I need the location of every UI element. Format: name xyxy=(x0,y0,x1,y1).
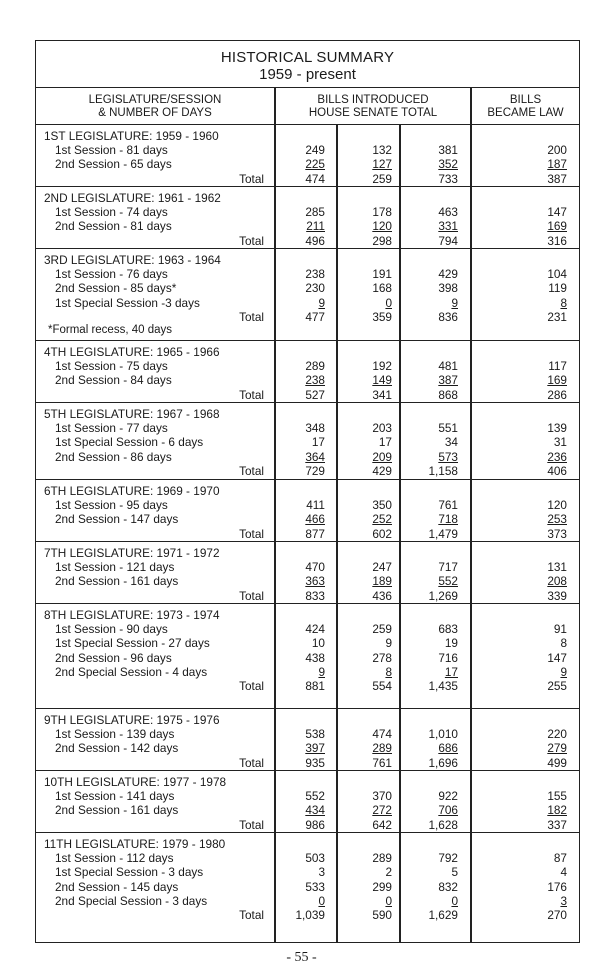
senate-value: 203 xyxy=(372,421,392,435)
session-row xyxy=(36,373,579,387)
total-value: 1,158 xyxy=(428,463,458,478)
legislature-title: 5TH LEGISLATURE: 1967 - 1968 xyxy=(44,407,220,421)
session-label: 2nd Special Session - 4 days xyxy=(55,664,208,679)
session-row xyxy=(36,267,579,281)
total-value: 381 xyxy=(438,143,458,157)
header-law-line1: BILLS xyxy=(509,94,542,106)
session-label: 2nd Session - 85 days* xyxy=(55,281,177,296)
total-label: Total xyxy=(239,171,264,186)
summary-table xyxy=(35,40,580,943)
legislature-title: 6TH LEGISLATURE: 1969 - 1970 xyxy=(44,484,220,498)
session-label: 2nd Session - 161 days xyxy=(55,574,179,589)
senate-value: 436 xyxy=(372,588,392,603)
total-label: Total xyxy=(239,679,264,694)
house-value: 474 xyxy=(305,171,325,186)
session-label: 1st Session - 141 days xyxy=(55,789,175,803)
house-value: 238 xyxy=(305,373,325,388)
law-value: 4 xyxy=(560,865,567,880)
total-row xyxy=(36,679,579,693)
law-value: 236 xyxy=(547,449,567,464)
total-value: 1,269 xyxy=(428,588,458,603)
house-value: 533 xyxy=(305,879,325,894)
law-value: 3 xyxy=(560,893,567,908)
law-value: 176 xyxy=(547,879,567,894)
senate-value: 132 xyxy=(372,143,392,157)
legislature-title: 10TH LEGISLATURE: 1977 - 1978 xyxy=(44,775,227,789)
house-value: 935 xyxy=(305,755,325,770)
senate-value: 259 xyxy=(372,622,392,636)
house-value: 249 xyxy=(305,143,325,157)
total-value: 1,696 xyxy=(428,755,458,770)
session-row xyxy=(36,803,579,817)
house-value: 729 xyxy=(305,463,325,478)
senate-value: 590 xyxy=(372,908,392,923)
house-value: 9 xyxy=(318,295,325,310)
senate-value: 252 xyxy=(372,512,392,527)
header-house: HOUSE xyxy=(308,107,350,119)
total-label: Total xyxy=(239,817,264,832)
law-value: 182 xyxy=(547,803,567,818)
house-value: 833 xyxy=(305,588,325,603)
total-value: 794 xyxy=(438,233,458,248)
total-value: 331 xyxy=(438,219,458,234)
session-row xyxy=(36,359,579,373)
session-label: 2nd Session - 96 days xyxy=(55,650,172,665)
legislature-group xyxy=(36,604,579,709)
session-label: 1st Session - 139 days xyxy=(55,727,175,741)
senate-value: 761 xyxy=(372,755,392,770)
law-value: 339 xyxy=(547,588,567,603)
legislature-title: 11TH LEGISLATURE: 1979 - 1980 xyxy=(44,837,226,851)
house-value: 211 xyxy=(306,219,325,234)
total-row xyxy=(36,310,579,324)
house-value: 503 xyxy=(305,851,325,865)
house-value: 17 xyxy=(311,435,325,450)
header-senate: SENATE xyxy=(352,107,399,119)
law-value: 187 xyxy=(547,157,567,172)
senate-value: 272 xyxy=(372,803,392,818)
session-label: 2nd Session - 145 days xyxy=(55,879,179,894)
total-value: 17 xyxy=(444,664,458,679)
house-value: 10 xyxy=(311,636,325,651)
legislature-title: 8TH LEGISLATURE: 1973 - 1974 xyxy=(44,608,220,622)
house-value: 363 xyxy=(305,574,325,589)
total-value: 551 xyxy=(438,421,458,435)
senate-value: 191 xyxy=(372,267,392,281)
total-value: 5 xyxy=(451,865,458,880)
legislature-group xyxy=(36,771,579,833)
total-label: Total xyxy=(239,908,264,923)
senate-value: 120 xyxy=(372,219,392,234)
house-value: 3 xyxy=(318,865,325,880)
house-value: 230 xyxy=(305,281,325,296)
session-row xyxy=(36,574,579,588)
law-value: 208 xyxy=(547,574,567,589)
law-value: 169 xyxy=(547,373,567,388)
law-value: 231 xyxy=(547,309,567,324)
session-label: 1st Session - 121 days xyxy=(55,560,175,574)
legislature-group xyxy=(36,249,579,341)
session-label: 1st Session - 90 days xyxy=(55,622,168,636)
total-value: 352 xyxy=(438,157,458,172)
total-row xyxy=(36,464,579,478)
session-row xyxy=(36,665,579,679)
legislature-group xyxy=(36,709,579,771)
senate-value: 602 xyxy=(372,526,392,541)
law-value: 8 xyxy=(560,636,567,651)
house-value: 477 xyxy=(305,309,325,324)
session-label: 2nd Session - 161 days xyxy=(55,803,179,818)
total-label: Total xyxy=(239,233,264,248)
law-value: 155 xyxy=(547,789,567,803)
senate-value: 642 xyxy=(372,817,392,832)
house-value: 552 xyxy=(305,789,325,803)
legislature-group xyxy=(36,403,579,480)
session-row xyxy=(36,741,579,755)
header-legislature-line2: & NUMBER OF DAYS xyxy=(98,107,212,119)
session-row xyxy=(36,205,579,219)
senate-value: 259 xyxy=(372,171,392,186)
law-value: 169 xyxy=(547,219,567,234)
senate-value: 289 xyxy=(372,851,392,865)
law-value: 255 xyxy=(547,679,567,694)
session-label: 2nd Session - 142 days xyxy=(55,741,179,756)
session-row xyxy=(36,498,579,512)
law-value: 253 xyxy=(547,512,567,527)
session-row xyxy=(36,281,579,295)
senate-value: 554 xyxy=(372,679,392,694)
column-header-row xyxy=(36,88,579,125)
session-label: 1st Special Session - 6 days xyxy=(55,435,204,450)
house-value: 986 xyxy=(305,817,325,832)
session-label: 2nd Session - 84 days xyxy=(55,373,172,388)
senate-value: 192 xyxy=(372,359,392,373)
total-value: 733 xyxy=(438,171,458,186)
total-label: Total xyxy=(239,387,264,402)
senate-value: 209 xyxy=(372,449,392,464)
header-bills-introduced-label: BILLS INTRODUCED xyxy=(317,94,429,106)
session-row xyxy=(36,219,579,233)
law-value: 270 xyxy=(547,908,567,923)
total-value: 463 xyxy=(438,205,458,219)
total-value: 706 xyxy=(438,803,458,818)
legislature-group xyxy=(36,480,579,542)
session-label: 1st Session - 77 days xyxy=(55,421,168,435)
law-value: 279 xyxy=(547,741,567,756)
session-label: 2nd Session - 65 days xyxy=(55,157,172,172)
senate-value: 8 xyxy=(385,664,392,679)
total-row xyxy=(36,527,579,541)
total-value: 34 xyxy=(444,435,458,450)
law-value: 8 xyxy=(560,295,567,310)
total-value: 683 xyxy=(438,622,458,636)
senate-value: 0 xyxy=(385,893,392,908)
law-value: 87 xyxy=(553,851,567,865)
session-row xyxy=(36,894,579,908)
law-value: 499 xyxy=(547,755,567,770)
house-value: 364 xyxy=(305,449,325,464)
session-row xyxy=(36,296,579,310)
senate-value: 278 xyxy=(372,650,392,665)
law-value: 286 xyxy=(547,387,567,402)
senate-value: 9 xyxy=(385,636,392,651)
legislature-group xyxy=(36,341,579,403)
session-row xyxy=(36,865,579,879)
table-title-block xyxy=(36,41,579,88)
total-value: 481 xyxy=(438,359,458,373)
total-value: 717 xyxy=(438,560,458,574)
session-label: 1st Special Session -3 days xyxy=(55,295,200,310)
session-label: 2nd Session - 147 days xyxy=(55,512,179,527)
session-label: 1st Session - 76 days xyxy=(55,267,168,281)
legislature-group xyxy=(36,125,579,187)
total-value: 1,629 xyxy=(428,908,458,923)
house-value: 1,039 xyxy=(295,908,325,923)
page-number: - 55 - xyxy=(286,950,317,965)
law-value: 104 xyxy=(547,267,567,281)
house-value: 438 xyxy=(305,650,325,665)
total-value: 573 xyxy=(438,449,458,464)
session-row xyxy=(36,789,579,803)
law-value: 147 xyxy=(547,205,567,219)
total-label: Total xyxy=(239,588,264,603)
total-value: 429 xyxy=(438,267,458,281)
session-row xyxy=(36,880,579,894)
header-legislature xyxy=(36,94,274,120)
table-subtitle: 1959 - present xyxy=(259,66,356,83)
house-value: 285 xyxy=(305,205,325,219)
house-value: 538 xyxy=(305,727,325,741)
table-title: HISTORICAL SUMMARY xyxy=(220,49,395,66)
session-label: 1st Session - 81 days xyxy=(55,143,168,157)
session-row xyxy=(36,636,579,650)
total-row xyxy=(36,589,579,603)
total-value: 1,010 xyxy=(428,727,458,741)
legislature-group xyxy=(36,542,579,604)
header-total: TOTAL xyxy=(401,107,438,119)
total-value: 398 xyxy=(438,281,458,296)
house-value: 877 xyxy=(305,526,325,541)
session-label: 1st Special Session - 27 days xyxy=(55,636,210,651)
total-row xyxy=(36,172,579,186)
law-value: 316 xyxy=(547,233,567,248)
senate-value: 429 xyxy=(372,463,392,478)
house-value: 9 xyxy=(318,664,325,679)
law-value: 120 xyxy=(547,498,567,512)
session-label: 2nd Session - 81 days xyxy=(55,219,172,234)
total-row xyxy=(36,388,579,402)
total-value: 1,479 xyxy=(428,526,458,541)
senate-value: 17 xyxy=(378,435,392,450)
legislature-title: 1ST LEGISLATURE: 1959 - 1960 xyxy=(44,129,219,143)
law-value: 406 xyxy=(547,463,567,478)
law-value: 220 xyxy=(547,727,567,741)
legislature-title: 3RD LEGISLATURE: 1963 - 1964 xyxy=(44,253,221,267)
total-label: Total xyxy=(239,463,264,478)
senate-value: 298 xyxy=(372,233,392,248)
senate-value: 299 xyxy=(372,879,392,894)
house-value: 424 xyxy=(305,622,325,636)
total-value: 792 xyxy=(438,851,458,865)
law-value: 131 xyxy=(547,560,567,574)
total-row xyxy=(36,908,579,922)
total-row xyxy=(36,818,579,832)
session-row xyxy=(36,435,579,449)
senate-value: 0 xyxy=(385,295,392,310)
session-label: 1st Session - 75 days xyxy=(55,359,168,373)
session-row xyxy=(36,851,579,865)
legislature-title: 7TH LEGISLATURE: 1971 - 1972 xyxy=(44,546,220,560)
total-value: 716 xyxy=(438,650,458,665)
header-subcolumns xyxy=(276,107,470,120)
total-label: Total xyxy=(239,755,264,770)
senate-value: 127 xyxy=(372,157,392,172)
total-value: 718 xyxy=(438,512,458,527)
law-value: 200 xyxy=(547,143,567,157)
legislature-title: 9TH LEGISLATURE: 1975 - 1976 xyxy=(44,713,220,727)
senate-value: 350 xyxy=(372,498,392,512)
total-value: 387 xyxy=(438,373,458,388)
total-value: 0 xyxy=(451,893,458,908)
law-value: 139 xyxy=(547,421,567,435)
total-value: 922 xyxy=(438,789,458,803)
house-value: 397 xyxy=(305,741,325,756)
session-row xyxy=(36,727,579,741)
header-became-law xyxy=(472,94,579,120)
session-label: 1st Session - 95 days xyxy=(55,498,168,512)
total-value: 686 xyxy=(438,741,458,756)
session-row xyxy=(36,450,579,464)
session-row xyxy=(36,512,579,526)
law-value: 9 xyxy=(560,664,567,679)
total-value: 1,435 xyxy=(428,679,458,694)
session-row xyxy=(36,622,579,636)
senate-value: 149 xyxy=(372,373,392,388)
law-value: 147 xyxy=(547,650,567,665)
total-value: 9 xyxy=(451,295,458,310)
house-value: 527 xyxy=(305,387,325,402)
total-row xyxy=(36,234,579,248)
session-label: 1st Session - 112 days xyxy=(55,851,174,865)
law-value: 337 xyxy=(547,817,567,832)
house-value: 881 xyxy=(305,679,325,694)
house-value: 496 xyxy=(305,233,325,248)
total-label: Total xyxy=(239,526,264,541)
total-value: 1,628 xyxy=(428,817,458,832)
total-value: 19 xyxy=(444,636,458,651)
senate-value: 168 xyxy=(372,281,392,296)
session-row xyxy=(36,651,579,665)
senate-value: 178 xyxy=(372,205,392,219)
session-label: 2nd Special Session - 3 days xyxy=(55,893,208,908)
session-label: 2nd Session - 86 days xyxy=(55,449,172,464)
house-value: 411 xyxy=(306,498,325,512)
law-value: 117 xyxy=(548,359,567,373)
law-value: 387 xyxy=(547,171,567,186)
session-row xyxy=(36,143,579,157)
senate-value: 341 xyxy=(372,387,392,402)
house-value: 289 xyxy=(305,359,325,373)
total-value: 552 xyxy=(438,574,458,589)
header-legislature-line1: LEGISLATURE/SESSION xyxy=(88,94,222,106)
legislature-group xyxy=(36,187,579,249)
total-row xyxy=(36,756,579,770)
total-value: 868 xyxy=(438,387,458,402)
house-value: 470 xyxy=(305,560,325,574)
session-row xyxy=(36,421,579,435)
senate-value: 189 xyxy=(372,574,392,589)
house-value: 0 xyxy=(318,893,325,908)
law-value: 91 xyxy=(553,622,567,636)
total-value: 832 xyxy=(438,879,458,894)
total-label: Total xyxy=(239,309,264,324)
legislature-group xyxy=(36,833,579,937)
senate-value: 289 xyxy=(372,741,392,756)
house-value: 348 xyxy=(305,421,325,435)
house-value: 225 xyxy=(305,157,325,172)
law-value: 373 xyxy=(547,526,567,541)
senate-value: 359 xyxy=(372,309,392,324)
law-value: 31 xyxy=(553,435,567,450)
law-value: 119 xyxy=(548,281,567,296)
senate-value: 247 xyxy=(372,560,392,574)
header-bills-introduced xyxy=(276,94,470,120)
session-label: 1st Special Session - 3 days xyxy=(55,865,204,880)
footnote: *Formal recess, 40 days xyxy=(48,324,172,337)
house-value: 238 xyxy=(305,267,325,281)
senate-value: 370 xyxy=(372,789,392,803)
house-value: 434 xyxy=(305,803,325,818)
house-value: 466 xyxy=(305,512,325,527)
session-label: 1st Session - 74 days xyxy=(55,205,168,219)
senate-value: 2 xyxy=(385,865,392,880)
header-law-line2: BECAME LAW xyxy=(487,107,564,119)
senate-value: 474 xyxy=(372,727,392,741)
total-value: 761 xyxy=(438,498,458,512)
legislature-title: 4TH LEGISLATURE: 1965 - 1966 xyxy=(44,345,220,359)
session-row xyxy=(36,560,579,574)
session-row xyxy=(36,157,579,171)
total-value: 836 xyxy=(438,309,458,324)
legislature-title: 2ND LEGISLATURE: 1961 - 1962 xyxy=(44,191,221,205)
